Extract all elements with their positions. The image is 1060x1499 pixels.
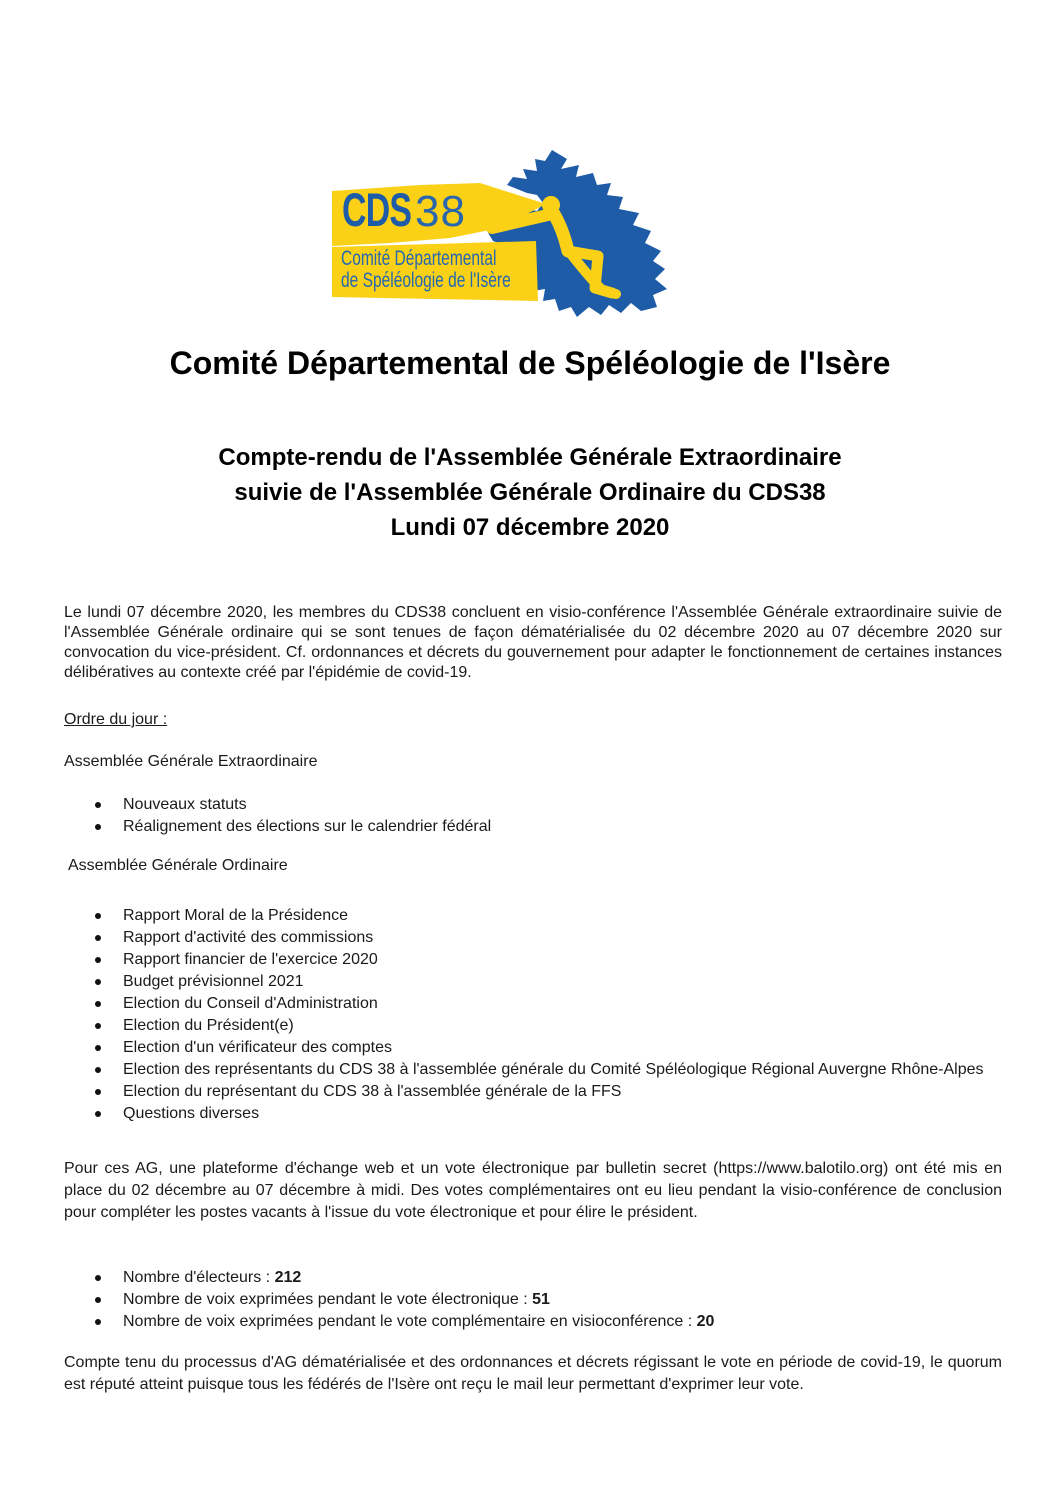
subtitle-line-3: Lundi 07 décembre 2020: [390, 514, 670, 541]
list-item: [64, 905, 1002, 927]
bullet-icon: [95, 1319, 101, 1325]
bullet-icon: [95, 1023, 101, 1029]
cds38-logo: [330, 148, 675, 323]
document-title: Comité Départemental de Spéléologie de l'Isère: [169, 345, 891, 381]
vote-count-label: Nombre d'électeurs :: [123, 1269, 275, 1286]
list-item-text: Budget prévisionnel 2021: [123, 973, 304, 990]
list-item-text: Election du Conseil d'Administration: [123, 995, 378, 1012]
vote-count-item: [64, 1311, 1002, 1333]
vote-counts-list: [64, 1267, 1002, 1333]
list-item-text: Questions diverses: [123, 1105, 260, 1122]
list-item: [64, 993, 1002, 1015]
list-item-text: Election du représentant du CDS 38 à l'assemblée générale de la FFS: [123, 1083, 622, 1100]
subtitle-line-2: suivie de l'Assemblée Générale Ordinaire du CDS38: [234, 479, 826, 506]
list-item: [64, 949, 1002, 971]
list-item-text: Nouveaux statuts: [123, 796, 247, 813]
vote-count-value: 51: [532, 1291, 550, 1308]
agenda-heading: [64, 711, 1002, 729]
vote-count-item: [64, 1267, 1002, 1289]
list-item-text: Election d'un vérificateur des comptes: [123, 1039, 392, 1056]
logo-caption-line1: Comité Départemental: [341, 247, 497, 270]
bullet-icon: [95, 1045, 101, 1051]
document-subtitle: [0, 440, 1060, 545]
ordinary-items-list: [64, 905, 1002, 1125]
list-item: [64, 794, 1002, 816]
list-item: [64, 816, 1002, 838]
bullet-icon: [95, 824, 101, 830]
list-item: [64, 971, 1002, 993]
ordinary-heading: Assemblée Générale Ordinaire: [68, 857, 288, 874]
vote-count-value: 212: [274, 1269, 302, 1286]
logo-caption-line2: de Spéléologie de l'Isère: [341, 269, 511, 292]
list-item-text: Election des représentants du CDS 38 à l'assemblée générale du Comité Spéléologique Régional Auvergne Rhône-Alpes: [123, 1061, 984, 1078]
bullet-icon: [95, 913, 101, 919]
bullet-icon: [95, 957, 101, 963]
voting-paragraph: Pour ces AG, une plateforme d'échange web et un vote électronique par bulletin secret (https://www.balotilo.org) ont été mis en place du 02 décembre au 07 décembre à midi. Des votes complémentaires ont eu lieu pendant la visio-conférence de conclusion pour compléter les postes vacants à l'issue du vote électronique et pour élire le président.: [64, 1160, 1002, 1221]
list-item: [64, 1037, 1002, 1059]
bullet-icon: [95, 1001, 101, 1007]
bullet-icon: [95, 1275, 101, 1281]
bullet-icon: [95, 1067, 101, 1073]
list-item: [64, 1103, 1002, 1125]
list-item-text: Rapport financier de l'exercice 2020: [123, 951, 378, 968]
list-item-text: Election du Président(e): [123, 1017, 294, 1034]
subtitle-line-1: Compte-rendu de l'Assemblée Générale Extraordinaire: [218, 444, 842, 471]
vote-count-label: Nombre de voix exprimées pendant le vote électronique :: [123, 1291, 533, 1308]
list-item: [64, 1059, 1002, 1081]
list-item-text: Rapport Moral de la Présidence: [123, 907, 349, 924]
extraordinary-items-list: [64, 794, 1002, 838]
list-item: [64, 1015, 1002, 1037]
vote-count-label: Nombre de voix exprimées pendant le vote complémentaire en visioconférence :: [123, 1313, 697, 1330]
quorum-paragraph: Compte tenu du processus d'AG dématérialisée et des ordonnances et décrets régissant le vote en période de covid-19, le quorum est réputé atteint puisque tous les fédérés de l'Isère ont reçu le mail leur permettant d'exprimer leur vote.: [64, 1354, 1002, 1393]
list-item: [64, 1081, 1002, 1103]
bullet-icon: [95, 1111, 101, 1117]
list-item: [64, 927, 1002, 949]
bullet-icon: [95, 1297, 101, 1303]
intro-paragraph: Le lundi 07 décembre 2020, les membres du CDS38 concluent en visio-conférence l'Assemblée Générale extraordinaire suivie de l'Assemblée Générale ordinaire qui se sont tenues de façon dématérialisée du 02 décembre 2020 au 07 décembre 2020 sur convocation du vice-président. Cf. ordonnances et décrets du gouvernement pour adapter le fonctionnement de certaines instances délibératives au contexte créé par l'épidémie de covid-19.: [64, 604, 1002, 681]
agenda-heading-text: Ordre du jour :: [64, 711, 168, 728]
logo-caption: [341, 248, 511, 292]
list-item-text: Rapport d'activité des commissions: [123, 929, 374, 946]
vote-count-item: [64, 1289, 1002, 1311]
logo-dept-number: 38: [415, 187, 466, 236]
logo-acronym: CDS: [342, 183, 412, 236]
bullet-icon: [95, 935, 101, 941]
bullet-icon: [95, 1089, 101, 1095]
vote-count-value: 20: [696, 1313, 715, 1330]
extraordinary-heading: Assemblée Générale Extraordinaire: [64, 753, 318, 770]
list-item-text: Réalignement des élections sur le calendrier fédéral: [123, 818, 492, 835]
bullet-icon: [95, 802, 101, 808]
bullet-icon: [95, 979, 101, 985]
